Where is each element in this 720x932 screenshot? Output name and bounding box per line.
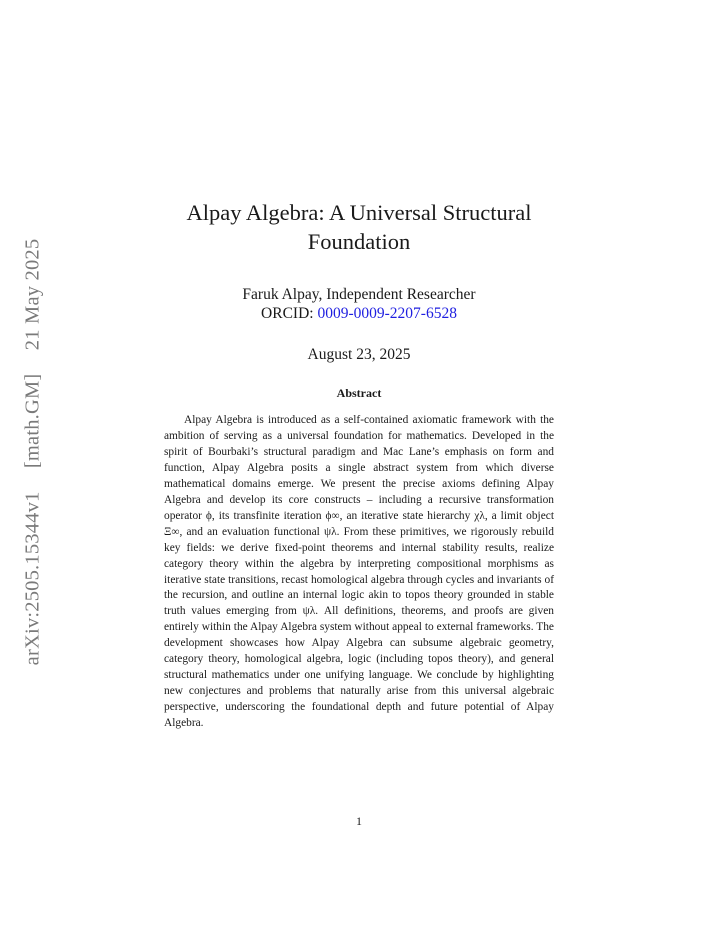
paper-date: August 23, 2025 xyxy=(307,346,411,363)
arxiv-id: arXiv:2505.15344v1 xyxy=(21,491,44,666)
orcid-label: ORCID: xyxy=(261,305,314,322)
arxiv-category: [math.GM] xyxy=(21,373,44,469)
paper-title: Alpay Algebra: A Universal Structural Foundation xyxy=(186,200,532,254)
abstract-text: Alpay Algebra is introduced as a self-contained axiomatic framework with the ambition of serving as a universal foundation for mathematics. Developed in the spirit of Bourbaki’s structural paradigm and Mac Lane’s emphasis on form and function, Alpay Algebra posits a single abstract system from which diverse mathematical domains emerge. We present the precise axioms defining Alpay Algebra and develop its core constructs – including a recursive transformation operator ϕ, its transfinite iteration ϕ∞, an iterative state hierarchy χλ, a limit object Ξ∞, and an evaluation functional ψλ. From these primitives, we rigorously rebuild key fields: we derive fixed-point theorems and internal stability results, realize category theory within the algebra by interpreting compositional morphisms as iterative state transitions, recast homological algebra through cycles and invariants of the recursion, and outline an internal logic akin to topos theory grounded in stable truth values emerging from ψλ. All definitions, theorems, and proofs are given entirely within the Alpay Algebra system without appeal to external frameworks. The development showcases how Alpay Algebra can subsume algebraic geometry, category theory, homological algebra, logic (including topos theory), and general structural mathematics under one unifying language. We conclude by highlighting new conjectures and problems that naturally arise from this universal algebraic perspective, underscoring the foundational depth and future potential of Alpay Algebra. xyxy=(164,414,554,730)
arxiv-date: 21 May 2025 xyxy=(21,238,44,351)
arxiv-identifier xyxy=(22,230,45,675)
author-line: Faruk Alpay, Independent Researcher xyxy=(242,286,476,303)
abstract-heading: Abstract xyxy=(336,386,382,400)
orcid-link[interactable]: 0009-0009-2207-6528 xyxy=(317,305,457,322)
orcid-line xyxy=(150,304,568,323)
author-block xyxy=(150,285,568,323)
page-number: 1 xyxy=(356,814,362,828)
